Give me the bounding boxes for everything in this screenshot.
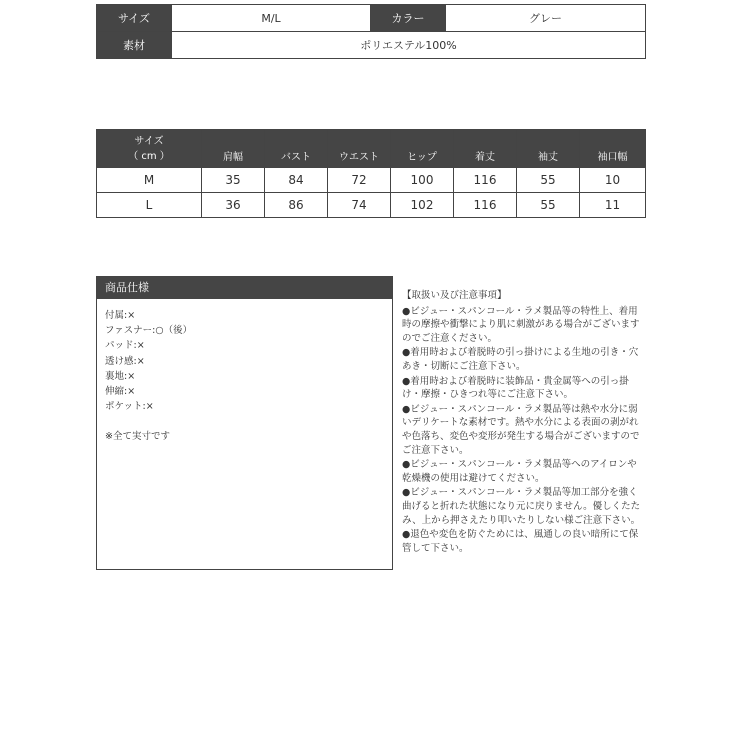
product-spec-box <box>96 276 393 570</box>
care-item: ●着用時および着脱時に装飾品・貴金属等への引っ掛け・摩擦・ひきつれ等にご注意下さい。 <box>402 375 629 401</box>
table-cell: 55 <box>517 168 580 193</box>
spec-item-pad: パッド:× <box>105 340 145 352</box>
column-header: ウエスト <box>328 130 391 168</box>
spec-note: ※全て実寸です <box>105 431 170 443</box>
table-cell: 35 <box>202 168 265 193</box>
table-cell: 55 <box>517 193 580 218</box>
table-cell: 10 <box>580 168 646 193</box>
spec-item-sheerness: 透け感:× <box>105 355 145 367</box>
spec-header: 商品仕様 <box>97 277 392 299</box>
care-title: 【取扱い及び注意事項】 <box>402 290 507 301</box>
product-info-table <box>96 4 646 59</box>
table-cell: 84 <box>265 168 328 193</box>
column-header: 着丈 <box>454 130 517 168</box>
column-header: 袖口幅 <box>580 130 646 168</box>
table-row <box>97 168 646 193</box>
column-header: バスト <box>265 130 328 168</box>
material-value: ポリエステル100% <box>172 32 646 59</box>
care-item: ●着用時および着脱時の引っ掛けによる生地の引き・穴あき・切断にご注意下さい。 <box>402 347 639 372</box>
color-value: グレー <box>446 5 646 32</box>
size-label: サイズ <box>97 5 172 32</box>
spec-item-lining: 裏地:× <box>105 370 136 382</box>
spec-list <box>105 308 392 414</box>
row-size-label: M <box>97 168 202 193</box>
color-label: カラー <box>371 5 446 32</box>
table-cell: 72 <box>328 168 391 193</box>
material-label: 素材 <box>97 32 172 59</box>
care-item: ●ビジュー・スパンコール・ラメ製品等の特性上、着用時の摩擦や衝撃により肌に刺激がある場合がございますのでご注意ください。 <box>402 305 640 344</box>
table-cell: 74 <box>328 193 391 218</box>
size-header-unit: （ cm ） <box>128 150 170 162</box>
care-item: ●ビジュー・スパンコール・ラメ製品等へのアイロンや乾燥機の使用は避けてください。 <box>402 459 637 484</box>
info-row-material <box>97 32 646 59</box>
column-header: 袖丈 <box>517 130 580 168</box>
table-cell: 116 <box>454 193 517 218</box>
size-value: M/L <box>172 5 371 32</box>
size-chart-header-row <box>97 130 646 168</box>
column-header: ヒップ <box>391 130 454 168</box>
table-cell: 102 <box>391 193 454 218</box>
size-chart-table <box>96 129 646 218</box>
care-item: ●ビジュー・スパンコール・ラメ製品等加工部分を強く曲げると折れた状態になり元に戻りません。優しくたたみ、上から押さえたり叩いたりしない様ご注意下さい。 <box>402 487 641 526</box>
table-row <box>97 193 646 218</box>
care-instructions <box>402 289 644 556</box>
care-item: ●ビジュー・スパンコール・ラメ製品等は熱や水分に弱いデリケートな素材です。熱や水分による表面の剥がれや色落ち、変色や変形が発生する場合がございますのでご注意下さい。 <box>402 403 640 456</box>
spec-item-pocket: ポケット:× <box>105 401 154 413</box>
size-header-label: サイズ <box>134 135 164 147</box>
table-cell: 100 <box>391 168 454 193</box>
spec-item-stretch: 伸縮:× <box>105 386 136 398</box>
spec-item-zipper: ファスナー:○（後） <box>105 325 193 337</box>
column-header: 肩幅 <box>202 130 265 168</box>
table-cell: 116 <box>454 168 517 193</box>
size-column-header <box>97 130 202 168</box>
spec-item-accessories: 付属:× <box>105 310 136 321</box>
table-cell: 11 <box>580 193 646 218</box>
info-row-size-color <box>97 5 646 32</box>
row-size-label: L <box>97 193 202 218</box>
table-cell: 36 <box>202 193 265 218</box>
table-cell: 86 <box>265 193 328 218</box>
care-item: ●退色や変色を防ぐためには、風通しの良い暗所にて保管して下さい。 <box>402 529 639 554</box>
